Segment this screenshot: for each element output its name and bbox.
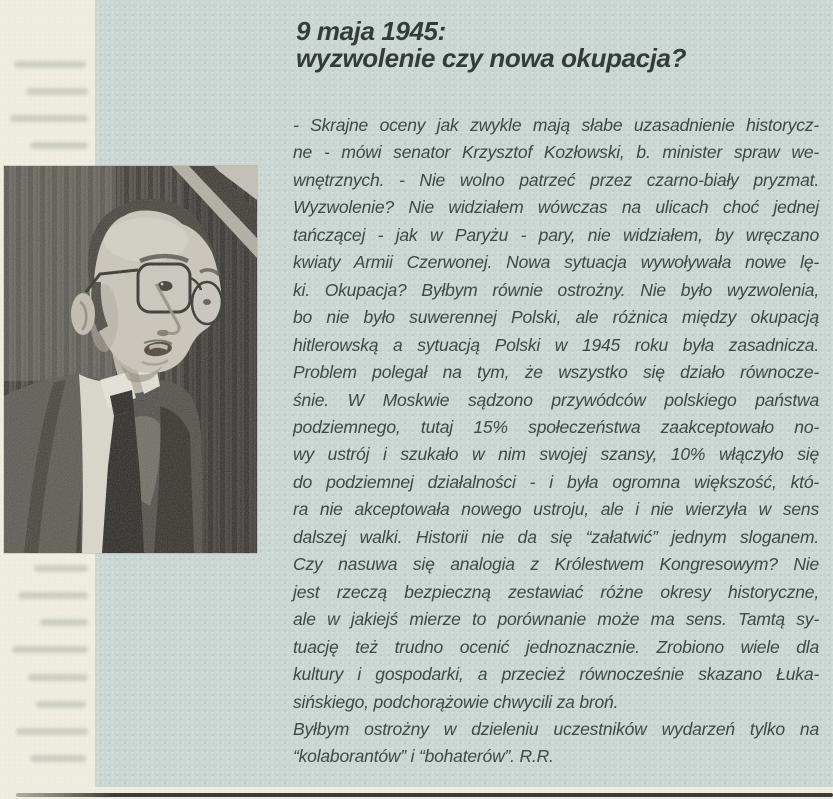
article-line: ne - mówi senator Krzysztof Kozłowski, b. minister spraw we- bbox=[293, 142, 819, 163]
article-headline bbox=[296, 18, 686, 72]
article-line: podziemnego, tutaj 15% społeczeństwa zaakceptowało no- bbox=[293, 416, 819, 437]
article-line: ki. Okupacja? Byłbym równie ostrożny. Nie było wyzwolenia, bbox=[293, 279, 819, 300]
article-line: Czy nasuwa się analogia z Królestwem Kongresowym? Nie bbox=[293, 554, 819, 575]
article-line: Wyzwolenie? Nie widziałem wówczas na ulicach choć jednej bbox=[293, 197, 819, 218]
bleedthrough-text-ghost bbox=[28, 674, 88, 681]
article-line: bo nie było suwerennej Polski, ale różnica między okupacją bbox=[293, 307, 819, 328]
article-line: śnie. W Moskwie sądzono przywódców polskiego państwa bbox=[293, 389, 819, 410]
bleedthrough-text-ghost bbox=[30, 142, 88, 149]
bleedthrough-text-ghost bbox=[18, 592, 88, 599]
article-line: ale w jakiejś mierze to porównanie może ma sens. Tamtą sy- bbox=[293, 609, 819, 630]
article-line: ra nie akceptowała nowego ustroju, ale i nie wierzyła w sens bbox=[293, 499, 819, 520]
headline-line-2: wyzwolenie czy nowa okupacja? bbox=[296, 43, 687, 73]
bleedthrough-text-ghost bbox=[36, 701, 86, 708]
article-line: wy ustrój i szukało w nim swojej szansy, 10% włączyło się bbox=[293, 444, 819, 465]
article-line: jest rzeczą bezpieczną zestawiać różne okresy historyczne, bbox=[293, 581, 819, 602]
bleedthrough-text-ghost bbox=[14, 61, 86, 68]
article-line: tańczącej - jak w Paryżu - pary, nie widziałem, by wręczano bbox=[293, 224, 819, 245]
article-line: - Skrajne oceny jak zwykle mają słabe uzasadnienie historycz- bbox=[293, 115, 819, 135]
bleedthrough-text-ghost bbox=[12, 646, 88, 653]
article-line: wnętrznych. - Nie wolno patrzeć przez czarno-biały pryzmat. bbox=[293, 169, 819, 190]
article-line: Problem polegał na tym, że wszystko się działo równocze- bbox=[293, 362, 819, 383]
article-body bbox=[293, 112, 819, 771]
article-line: sińskiego, podchorążowie chwycili za broń. bbox=[293, 691, 619, 712]
article-line: “kolaborantów” i “bohaterów”. R.R. bbox=[293, 746, 554, 767]
portrait-photo bbox=[4, 166, 257, 553]
bleedthrough-text-ghost bbox=[30, 755, 86, 762]
bleedthrough-text-ghost bbox=[16, 728, 88, 735]
bleedthrough-text-ghost bbox=[26, 88, 88, 95]
article-line: tuację też trudno ocenić jednoznacznie. Zrobiono wiele dla bbox=[293, 636, 819, 657]
article-line: do podziemnej działalności - i była ogromna większość, któ- bbox=[293, 471, 819, 492]
article-line: kwiaty Armii Czerwonej. Nowa sytuacja wywoływała nowe lę- bbox=[293, 252, 819, 273]
bleedthrough-text-ghost bbox=[34, 565, 88, 572]
article-line: hitlerowską a sytuacją Polski w 1945 roku była zasadnicza. bbox=[293, 334, 819, 355]
headline-line-1: 9 maja 1945: bbox=[296, 16, 446, 46]
article-line: Byłbym ostrożny w dzieleniu uczestników wydarzeń tylko na bbox=[293, 718, 819, 739]
bleedthrough-text-ghost bbox=[10, 115, 88, 122]
article-line: kultury i gospodarki, a przecież równocześnie skazano Łuka- bbox=[293, 664, 819, 685]
page-bottom-scan-edge bbox=[16, 793, 833, 797]
article-line: dalszej walki. Historii nie da się “załatwić” jednym sloganem. bbox=[293, 526, 819, 547]
portrait-photo-illustration bbox=[4, 166, 257, 553]
bleedthrough-text-ghost bbox=[40, 619, 88, 626]
